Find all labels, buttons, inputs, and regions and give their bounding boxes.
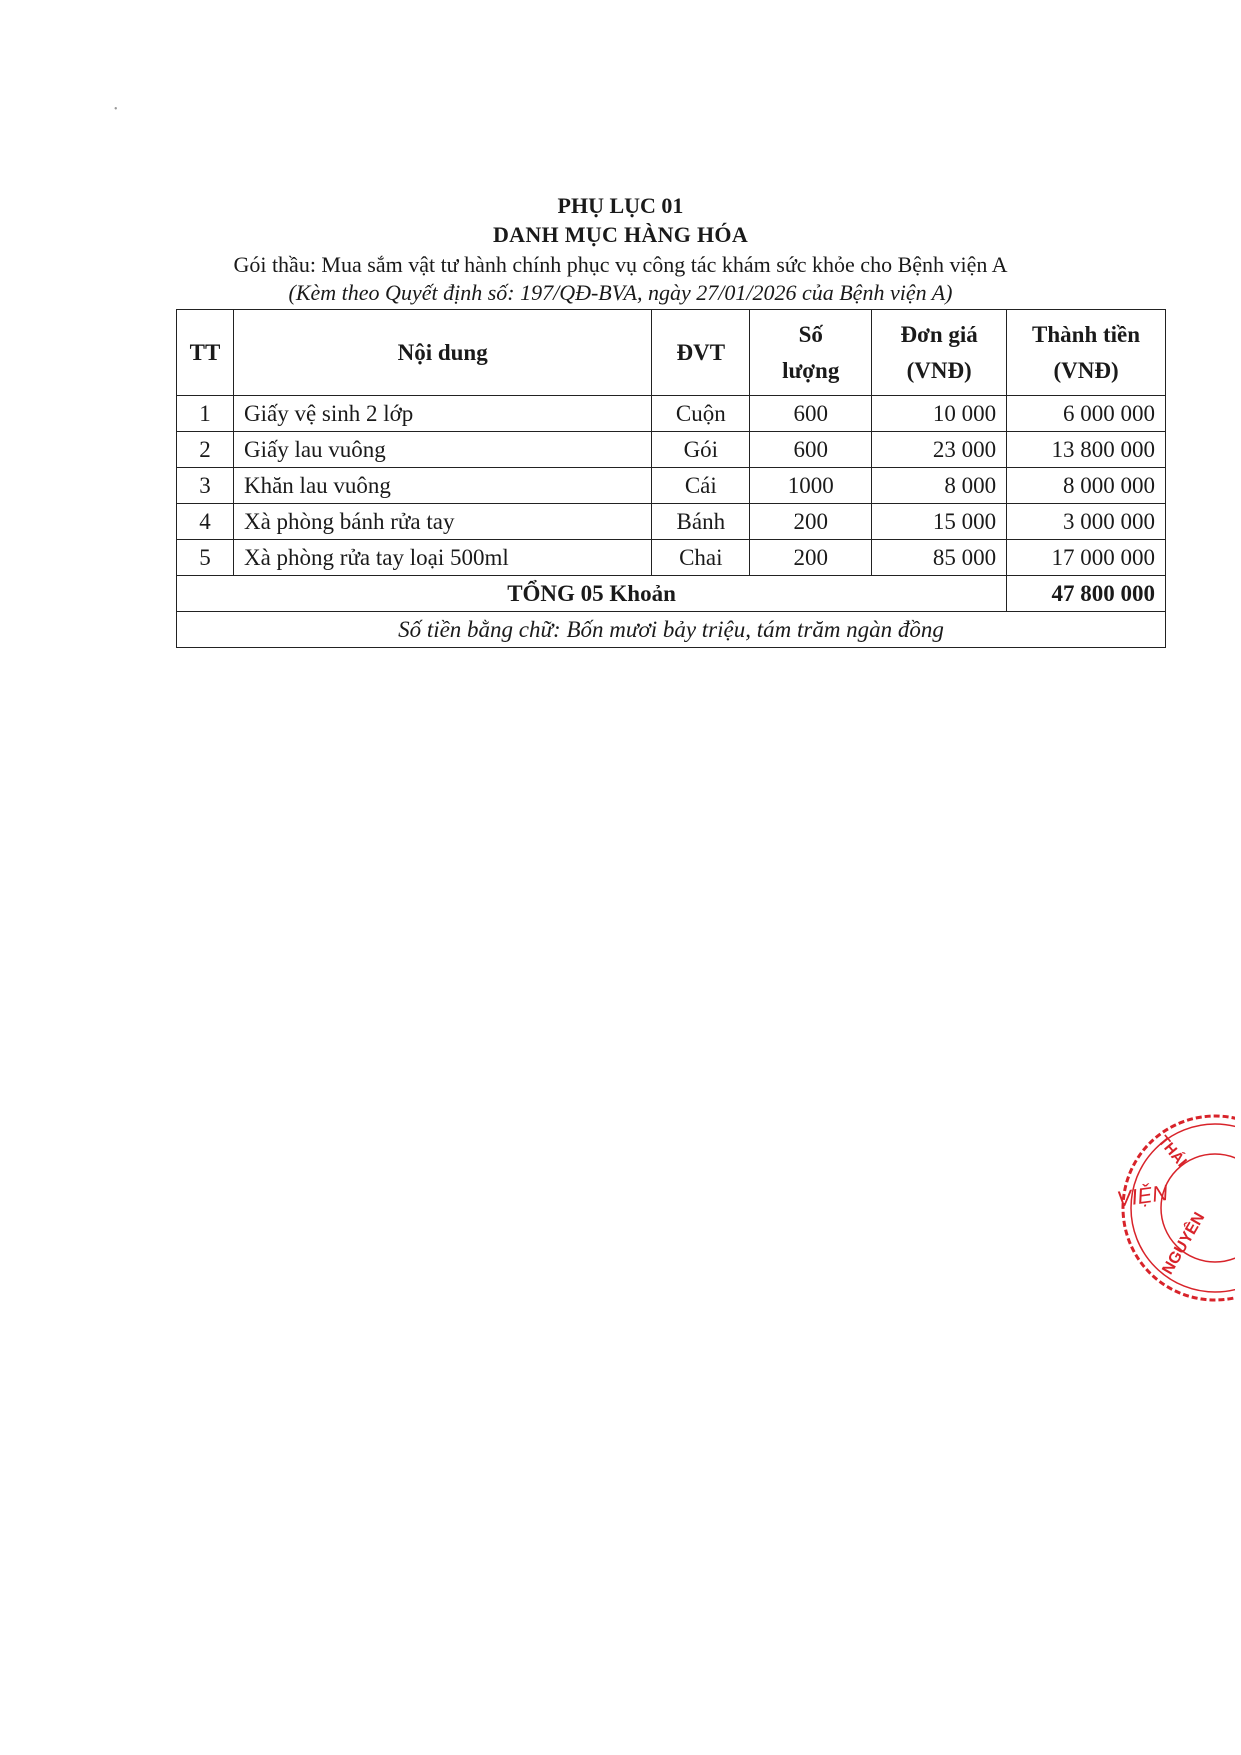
cell-amount: 17 000 000: [1007, 540, 1166, 576]
seal-text-thai: THÁI: [1154, 1132, 1190, 1171]
scan-speck: •: [114, 104, 118, 115]
seal-graphic: [1105, 1108, 1235, 1308]
table-row: [177, 432, 1166, 468]
cell-content: Xà phòng bánh rửa tay: [233, 504, 651, 540]
header-unit-price-line1: Đơn giá: [900, 321, 978, 347]
appendix-title: PHỤ LỤC 01: [557, 193, 684, 218]
amount-in-words-row: [177, 612, 1166, 648]
cell-unit: Cái: [652, 468, 750, 504]
package-description: Gói thầu: Mua sắm vật tư hành chính phục vụ công tác khám sức khỏe cho Bệnh viện A: [233, 252, 1008, 277]
header-unit-price: [872, 310, 1007, 396]
decision-reference: (Kèm theo Quyết định số: 197/QĐ-BVA, ngày 27/01/2026 của Bệnh viện A): [288, 280, 953, 305]
red-seal-stamp: [1105, 1108, 1235, 1308]
total-label: TỔNG 05 Khoản: [177, 576, 1007, 612]
cell-unit: Gói: [652, 432, 750, 468]
goods-table: [176, 309, 1166, 648]
cell-unit-price: 23 000: [872, 432, 1007, 468]
header-amount-line1: Thành tiền: [1032, 321, 1141, 347]
total-row: [177, 576, 1166, 612]
seal-text-vien: VIỆN: [1115, 1179, 1170, 1212]
cell-amount: 13 800 000: [1007, 432, 1166, 468]
cell-unit-price: 85 000: [872, 540, 1007, 576]
cell-quantity: 600: [750, 396, 872, 432]
cell-amount: 8 000 000: [1007, 468, 1166, 504]
header-quantity-line2: lượng: [782, 357, 840, 383]
cell-tt: 1: [177, 396, 234, 432]
cell-unit-price: 15 000: [872, 504, 1007, 540]
cell-quantity: 1000: [750, 468, 872, 504]
cell-content: Giấy vệ sinh 2 lớp: [233, 396, 651, 432]
cell-unit: Cuộn: [652, 396, 750, 432]
header-amount: [1007, 310, 1166, 396]
header-content: Nội dung: [233, 310, 651, 396]
table-header-row: [177, 310, 1166, 396]
header-amount-line2: (VNĐ): [1053, 357, 1119, 383]
cell-tt: 5: [177, 540, 234, 576]
cell-unit-price: 8 000: [872, 468, 1007, 504]
table-row: [177, 540, 1166, 576]
cell-tt: 3: [177, 468, 234, 504]
cell-unit: Chai: [652, 540, 750, 576]
cell-tt: 4: [177, 504, 234, 540]
total-value: 47 800 000: [1007, 576, 1166, 612]
cell-unit-price: 10 000: [872, 396, 1007, 432]
table-row: [177, 396, 1166, 432]
cell-unit: Bánh: [652, 504, 750, 540]
cell-amount: 3 000 000: [1007, 504, 1166, 540]
cell-tt: 2: [177, 432, 234, 468]
cell-amount: 6 000 000: [1007, 396, 1166, 432]
header-unit: ĐVT: [652, 310, 750, 396]
amount-in-words: Số tiền bằng chữ: Bốn mươi bảy triệu, tám trăm ngàn đồng: [177, 612, 1166, 648]
cell-quantity: 600: [750, 432, 872, 468]
header-quantity: [750, 310, 872, 396]
header-unit-price-line2: (VNĐ): [906, 357, 972, 383]
cell-quantity: 200: [750, 540, 872, 576]
cell-content: Khăn lau vuông: [233, 468, 651, 504]
seal-text-nguyen: NGUYÊN: [1159, 1209, 1209, 1278]
cell-content: Giấy lau vuông: [233, 432, 651, 468]
cell-quantity: 200: [750, 504, 872, 540]
table-row: [177, 504, 1166, 540]
header-tt: TT: [177, 310, 234, 396]
document-title: DANH MỤC HÀNG HÓA: [492, 222, 749, 247]
cell-content: Xà phòng rửa tay loại 500ml: [233, 540, 651, 576]
table-row: [177, 468, 1166, 504]
header-quantity-line1: Số: [798, 321, 823, 347]
